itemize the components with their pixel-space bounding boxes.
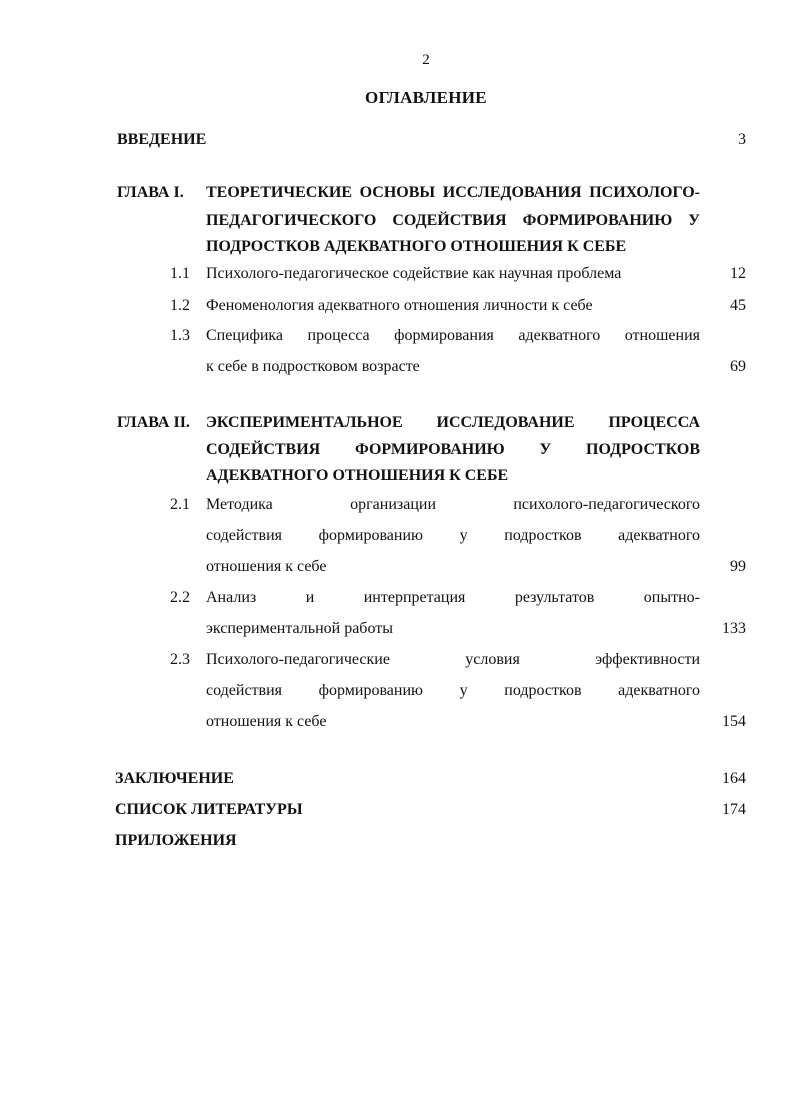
section-page: 69 — [730, 358, 746, 375]
section-number: 2.2 — [170, 589, 190, 606]
section-number: 2.3 — [170, 651, 190, 668]
chapter-2-title-line: АДЕКВАТНОГО ОТНОШЕНИЯ К СЕБЕ — [206, 467, 509, 484]
section-title: отношения к себе — [206, 713, 327, 730]
toc-appendices-label: ПРИЛОЖЕНИЯ — [115, 832, 237, 849]
section-title: Психолого-педагогическое содействие как научная проблема — [206, 265, 622, 282]
section-title: Специфика процесса формирования адекватного отношения — [206, 327, 700, 344]
toc-conclusion-label: ЗАКЛЮЧЕНИЕ — [115, 770, 234, 787]
toc-conclusion-page: 164 — [722, 770, 746, 787]
section-title: Психолого-педагогические условия эффективности — [206, 651, 700, 668]
section-page: 154 — [722, 713, 746, 730]
section-title: содействия формированию у подростков адекватного — [206, 527, 700, 544]
section-title: экспериментальной работы — [206, 620, 393, 637]
section-number: 1.3 — [170, 327, 190, 344]
toc-references-label: СПИСОК ЛИТЕРАТУРЫ — [115, 801, 303, 818]
section-number: 1.1 — [170, 265, 190, 282]
section-title: Феноменология адекватного отношения личности к себе — [206, 297, 593, 314]
toc-intro-page: 3 — [738, 131, 746, 148]
section-page: 99 — [730, 558, 746, 575]
section-title: отношения к себе — [206, 558, 327, 575]
section-page: 133 — [722, 620, 746, 637]
chapter-2-label: ГЛАВА II. — [117, 414, 190, 431]
section-title: к себе в подростковом возрасте — [206, 358, 420, 375]
section-page: 45 — [730, 297, 746, 314]
section-title: Методика организации психолого-педагогического — [206, 496, 700, 513]
page-title: ОГЛАВЛЕНИЕ — [365, 88, 487, 107]
chapter-1-title-line: ПОДРОСТКОВ АДЕКВАТНОГО ОТНОШЕНИЯ К СЕБЕ — [206, 238, 627, 255]
toc-intro-label: ВВЕДЕНИЕ — [117, 131, 207, 148]
toc-references-page: 174 — [722, 801, 746, 818]
chapter-2-title-line: СОДЕЙСТВИЯ ФОРМИРОВАНИЮ У ПОДРОСТКОВ — [206, 441, 700, 458]
section-page: 12 — [730, 265, 746, 282]
section-number: 1.2 — [170, 297, 190, 314]
section-title: Анализ и интерпретация результатов опытно- — [206, 589, 700, 606]
chapter-1-title-line: ПЕДАГОГИЧЕСКОГО СОДЕЙСТВИЯ ФОРМИРОВАНИЮ У — [206, 212, 700, 229]
chapter-2-title-line: ЭКСПЕРИМЕНТАЛЬНОЕ ИССЛЕДОВАНИЕ ПРОЦЕССА — [206, 414, 700, 431]
chapter-1-title-line: ТЕОРЕТИЧЕСКИЕ ОСНОВЫ ИССЛЕДОВАНИЯ ПСИХОЛОГО- — [206, 184, 700, 201]
page-number: 2 — [422, 52, 430, 68]
section-number: 2.1 — [170, 496, 190, 513]
chapter-1-label: ГЛАВА I. — [117, 184, 184, 201]
section-title: содействия формированию у подростков адекватного — [206, 682, 700, 699]
